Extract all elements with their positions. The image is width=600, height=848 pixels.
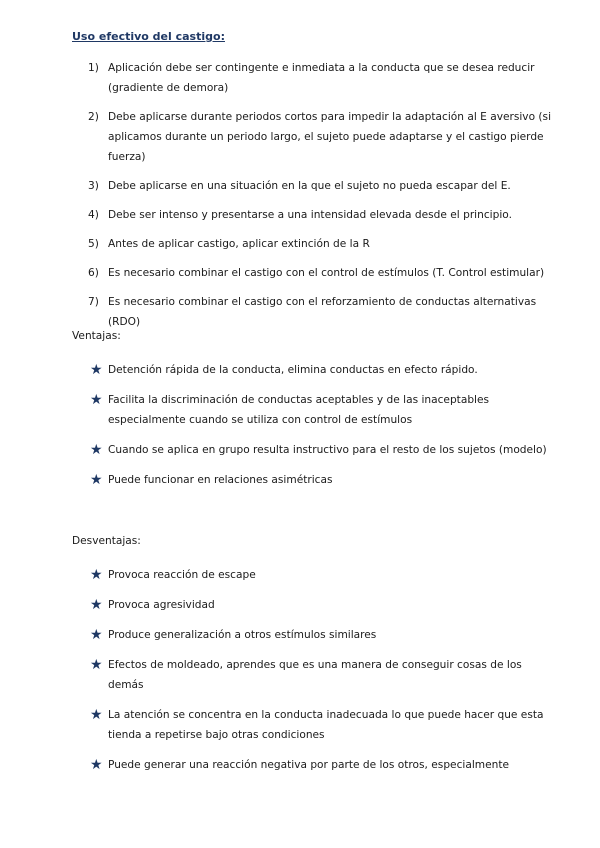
- item-text: Debe aplicarse en una situación en la que el sujeto no pueda escapar del E.: [108, 180, 511, 192]
- star-bullet-icon: ★: [90, 757, 103, 773]
- list-item: [0, 292, 600, 332]
- item-text: Aplicación debe ser contingente e inmediata a la conducta que se desea reducir (gradiente de demora): [108, 62, 535, 94]
- list-item: [0, 390, 600, 430]
- item-text: La atención se concentra en la conducta inadecuada lo que puede hacer que esta tienda a repetirse bajo otras condiciones: [108, 709, 544, 741]
- list-item: [0, 705, 600, 745]
- list-item: [0, 234, 600, 254]
- numbered-list: [0, 58, 600, 341]
- item-number: 4): [88, 209, 99, 221]
- item-text: Provoca reacción de escape: [108, 569, 256, 581]
- item-text: Es necesario combinar el castigo con el reforzamiento de conductas alternativas (RDO): [108, 296, 537, 328]
- page-title: Uso efectivo del castigo:: [72, 30, 225, 43]
- item-text: Cuando se aplica en grupo resulta instructivo para el resto de los sujetos (modelo): [108, 444, 547, 456]
- item-text: Puede funcionar en relaciones asimétricas: [108, 474, 333, 486]
- star-bullet-icon: ★: [90, 472, 103, 488]
- star-bullet-icon: ★: [90, 597, 103, 613]
- list-item: [0, 755, 600, 775]
- list-item: [0, 58, 600, 98]
- list-item: [0, 440, 600, 460]
- item-text: Debe aplicarse durante periodos cortos para impedir la adaptación al E aversivo (si aplicamos durante un periodo largo, el sujeto puede adaptarse y el castigo pierde fuerza): [108, 111, 552, 163]
- star-bullet-icon: ★: [90, 362, 103, 378]
- item-text: Puede generar una reacción negativa por parte de los otros, especialmente: [108, 759, 509, 771]
- list-item: [0, 360, 600, 380]
- list-item: [0, 176, 600, 196]
- list-item: [0, 205, 600, 225]
- item-number: 2): [88, 111, 99, 123]
- item-text: Provoca agresividad: [108, 599, 215, 611]
- list-item: [0, 595, 600, 615]
- item-number: 5): [88, 238, 99, 250]
- list-item: [0, 625, 600, 645]
- item-number: 1): [88, 62, 99, 74]
- star-bullet-icon: ★: [90, 442, 103, 458]
- item-text: Es necesario combinar el castigo con el control de estímulos (T. Control estimular): [108, 267, 545, 279]
- item-text: Detención rápida de la conducta, elimina conductas en efecto rápido.: [108, 364, 478, 376]
- star-bullet-icon: ★: [90, 392, 103, 408]
- star-bullet-icon: ★: [90, 657, 103, 673]
- desventajas-list: [0, 565, 600, 785]
- ventajas-list: [0, 360, 600, 500]
- list-item: [0, 470, 600, 490]
- item-text: Debe ser intenso y presentarse a una intensidad elevada desde el principio.: [108, 209, 512, 221]
- star-bullet-icon: ★: [90, 707, 103, 723]
- star-bullet-icon: ★: [90, 567, 103, 583]
- item-number: 3): [88, 180, 99, 192]
- item-number: 6): [88, 267, 99, 279]
- list-item: [0, 107, 600, 167]
- item-number: 7): [88, 296, 99, 308]
- ventajas-heading: Ventajas:: [72, 330, 121, 342]
- list-item: [0, 565, 600, 585]
- star-bullet-icon: ★: [90, 627, 103, 643]
- item-text: Facilita la discriminación de conductas aceptables y de las inaceptables especialmente cuando se utiliza con control de estímulos: [108, 394, 490, 426]
- item-text: Produce generalización a otros estímulos similares: [108, 629, 377, 641]
- item-text: Antes de aplicar castigo, aplicar extinción de la R: [108, 238, 370, 250]
- desventajas-heading: Desventajas:: [72, 535, 141, 547]
- list-item: [0, 655, 600, 695]
- list-item: [0, 263, 600, 283]
- item-text: Efectos de moldeado, aprendes que es una manera de conseguir cosas de los demás: [108, 659, 522, 691]
